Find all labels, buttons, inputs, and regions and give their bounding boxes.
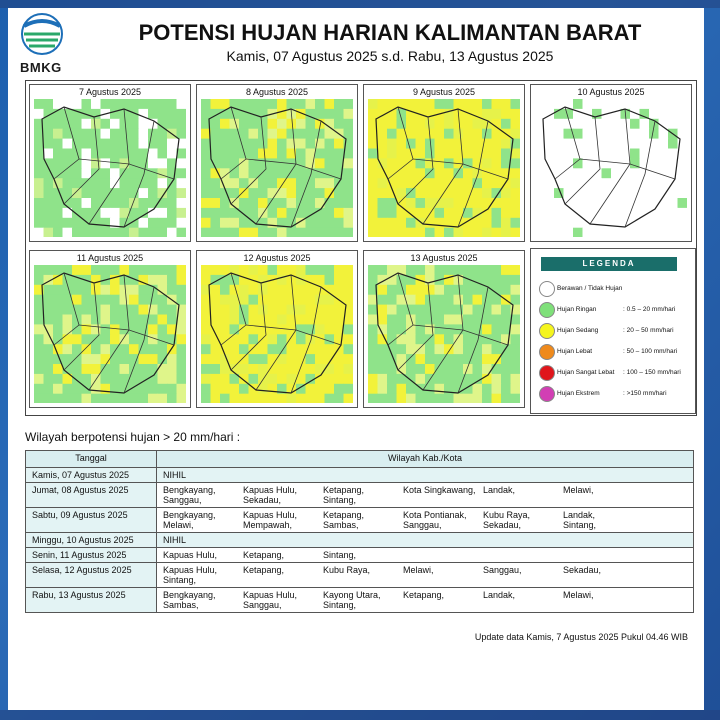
legend-title: LEGENDA — [541, 257, 677, 271]
rainfall-map — [34, 265, 186, 403]
region-name: Sintang, — [163, 575, 197, 585]
logo-text: BMKG — [20, 60, 62, 75]
map-panel-label: 10 Agustus 2025 — [577, 87, 645, 97]
region-name: Kota Pontianak, — [403, 510, 467, 520]
table-row — [26, 563, 694, 588]
map-panel — [530, 84, 692, 242]
legend-label: Berawan / Tidak Hujan — [557, 285, 623, 292]
table-cell-regions — [157, 588, 694, 613]
region-name: Kapuas Hulu, — [163, 565, 218, 575]
table-cell-date: Kamis, 07 Agustus 2025 — [26, 468, 157, 483]
legend-range: : >150 mm/hari — [623, 390, 667, 397]
legend-label: Hujan Ringan — [557, 306, 597, 313]
region-name: Sintang, — [323, 550, 357, 560]
legend-label: Hujan Ekstrem — [557, 390, 600, 397]
region-name: Kubu Raya, — [483, 510, 531, 520]
region-name: Sekadau, — [243, 495, 282, 505]
map-panel — [363, 250, 525, 408]
legend — [530, 248, 696, 414]
legend-range: : 0.5 – 20 mm/hari — [623, 306, 676, 313]
region-name: Sekadau, — [563, 565, 602, 575]
region-name: Sintang, — [563, 520, 597, 530]
region-name: Bengkayang, — [163, 510, 216, 520]
region-name: NIHIL — [163, 535, 187, 545]
table-row — [26, 468, 694, 483]
table-row — [26, 588, 694, 613]
region-name: Kapuas Hulu, — [243, 510, 298, 520]
region-name: Melawi, — [403, 565, 434, 575]
region-name: Kapuas Hulu, — [243, 485, 298, 495]
legend-swatch — [539, 386, 555, 402]
region-name: Landak, — [483, 485, 516, 495]
region-name: NIHIL — [163, 470, 187, 480]
page-subtitle: Kamis, 07 Agustus 2025 s.d. Rabu, 13 Agustus 2025 — [226, 48, 554, 64]
table-cell-regions — [157, 468, 694, 483]
page-title: POTENSI HUJAN HARIAN KALIMANTAN BARAT — [138, 20, 642, 45]
table-cell-regions — [157, 548, 694, 563]
legend-range: : 100 – 150 mm/hari — [623, 369, 681, 376]
map-panel — [363, 84, 525, 242]
region-name: Melawi, — [163, 520, 194, 530]
map-panel-label: 7 Agustus 2025 — [78, 87, 142, 97]
region-name: Ketapang, — [403, 590, 445, 600]
table-cell-regions — [157, 508, 694, 533]
rainfall-map — [368, 265, 520, 403]
region-name: Sintang, — [323, 600, 357, 610]
table-cell-regions — [157, 533, 694, 548]
legend-swatch — [539, 344, 555, 360]
map-panel — [196, 250, 358, 408]
legend-label: Hujan Sedang — [557, 327, 599, 334]
map-panel — [196, 84, 358, 242]
region-name: Sekadau, — [483, 520, 522, 530]
map-panel-label: 9 Agustus 2025 — [412, 87, 476, 97]
region-name: Sanggau, — [163, 495, 202, 505]
legend-range: : 50 – 100 mm/hari — [623, 348, 678, 355]
region-name: Bengkayang, — [163, 590, 216, 600]
region-name: Sintang, — [323, 495, 357, 505]
legend-label: Hujan Sangat Lebat — [557, 369, 615, 376]
map-panel — [29, 84, 191, 242]
table-cell-regions — [157, 483, 694, 508]
rainfall-map — [535, 99, 687, 237]
map-panel — [29, 250, 191, 408]
table-row — [26, 548, 694, 563]
region-name: Ketapang, — [323, 510, 365, 520]
table-cell-date: Minggu, 10 Agustus 2025 — [26, 533, 157, 548]
table-row — [26, 533, 694, 548]
region-name: Melawi, — [563, 485, 594, 495]
table-row — [26, 483, 694, 508]
map-panel-label: 8 Agustus 2025 — [245, 87, 309, 97]
table-header-regions: Wilayah Kab./Kota — [157, 451, 694, 468]
region-name: Ketapang, — [243, 550, 285, 560]
region-name: Kota Singkawang, — [403, 485, 476, 495]
region-name: Kayong Utara, — [323, 590, 381, 600]
legend-swatch — [539, 365, 555, 381]
decor-band — [0, 710, 720, 720]
region-name: Landak, — [483, 590, 516, 600]
region-name: Sambas, — [323, 520, 359, 530]
table-cell-date: Jumat, 08 Agustus 2025 — [26, 483, 157, 508]
regions-table — [25, 450, 694, 613]
map-panel-label: 13 Agustus 2025 — [410, 253, 478, 263]
region-name: Kubu Raya, — [323, 565, 371, 575]
legend-range: : 20 – 50 mm/hari — [623, 327, 674, 334]
region-name: Kapuas Hulu, — [163, 550, 218, 560]
region-name: Sanggau, — [243, 600, 282, 610]
table-row — [26, 508, 694, 533]
map-panel-label: 12 Agustus 2025 — [243, 253, 311, 263]
rainfall-map — [368, 99, 520, 237]
region-name: Ketapang, — [243, 565, 285, 575]
region-name: Sanggau, — [483, 565, 522, 575]
rainfall-map — [201, 99, 353, 237]
legend-swatch — [539, 302, 555, 318]
table-cell-date: Senin, 11 Agustus 2025 — [26, 548, 157, 563]
update-text: Update data Kamis, 7 Agustus 2025 Pukul 04.46 WIB — [474, 632, 688, 642]
region-name: Landak, — [563, 510, 596, 520]
rainfall-map — [201, 265, 353, 403]
table-cell-date: Rabu, 13 Agustus 2025 — [26, 588, 157, 613]
table-cell-date: Selasa, 12 Agustus 2025 — [26, 563, 157, 588]
region-name: Kapuas Hulu, — [243, 590, 298, 600]
region-name: Ketapang, — [323, 485, 365, 495]
map-panel-label: 11 Agustus 2025 — [76, 253, 144, 263]
legend-label: Hujan Lebat — [557, 348, 593, 355]
region-name: Melawi, — [563, 590, 594, 600]
region-name: Sanggau, — [403, 520, 442, 530]
rainfall-map — [34, 99, 186, 237]
decor-band — [0, 0, 720, 8]
table-cell-regions — [157, 563, 694, 588]
table-cell-date: Sabtu, 09 Agustus 2025 — [26, 508, 157, 533]
legend-swatch — [539, 323, 555, 339]
section-title: Wilayah berpotensi hujan > 20 mm/hari : — [25, 430, 241, 444]
region-name: Mempawah, — [243, 520, 293, 530]
legend-swatch — [539, 281, 555, 297]
region-name: Sambas, — [163, 600, 199, 610]
region-name: Bengkayang, — [163, 485, 216, 495]
table-header-date: Tanggal — [26, 451, 157, 468]
